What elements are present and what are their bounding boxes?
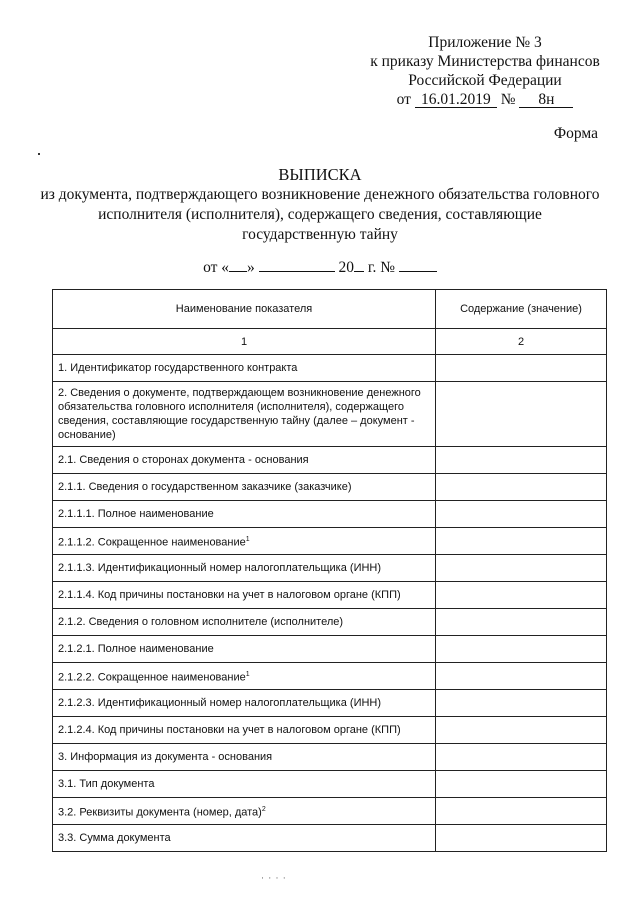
day-blank [229, 258, 247, 272]
indicator-value-cell[interactable] [436, 501, 607, 528]
year-prefix: 20 [338, 259, 355, 276]
table-row [53, 798, 607, 825]
indicator-label-cell [53, 528, 436, 555]
year-blank [354, 258, 364, 272]
date-from-label: от « [203, 259, 230, 276]
indicator-label-cell [53, 690, 436, 717]
column-number-2: 2 [436, 329, 607, 355]
scan-speck [38, 153, 40, 155]
indicator-label-cell [53, 771, 436, 798]
appendix-title: Приложение № 3 [428, 34, 542, 51]
document-subtitle: из документа, подтверждающего возникновение денежного обязательства головного исполнителя (исполнителя), содержащего сведения, составляющие государственную тайну [40, 186, 600, 243]
indicator-label: 2. Сведения о документе, подтверждающем возникновение денежного обязательства головного исполнителя (исполнителя), содержащего сведения, составляющие государственную тайну (далее – документ - основание) [58, 387, 421, 441]
indicator-value-cell[interactable] [436, 528, 607, 555]
indicator-label: 2.1.1. Сведения о государственном заказчике (заказчике) [58, 481, 352, 493]
indicator-label: 2.1.2.2. Сокращенное наименование [58, 671, 246, 684]
form-label: Форма [553, 125, 598, 142]
indicator-value-cell[interactable] [436, 717, 607, 744]
document-title: ВЫПИСКА [278, 165, 362, 184]
indicator-value-cell[interactable] [436, 382, 607, 447]
indicator-label-cell [53, 609, 436, 636]
table-row [53, 474, 607, 501]
appendix-number-label: № [500, 91, 516, 108]
table-row [53, 609, 607, 636]
appendix-date-line [340, 90, 630, 109]
table-row [53, 355, 607, 382]
indicator-label-cell [53, 474, 436, 501]
table-row [53, 663, 607, 690]
indicator-value-cell[interactable] [436, 744, 607, 771]
indicator-label-cell [53, 663, 436, 690]
footnote-ref: 1 [245, 535, 250, 543]
appendix-block [340, 33, 630, 109]
scan-artifact: · · · · [261, 873, 287, 883]
indicator-label-cell [53, 582, 436, 609]
header-content-value: Содержание (значение) [436, 290, 607, 329]
indicator-value-cell[interactable] [436, 609, 607, 636]
table-row [53, 771, 607, 798]
table-row [53, 717, 607, 744]
indicator-label-cell [53, 382, 436, 447]
appendix-from-label: от [396, 91, 411, 108]
indicator-label-cell [53, 355, 436, 382]
indicator-value-cell[interactable] [436, 771, 607, 798]
indicator-value-cell[interactable] [436, 447, 607, 474]
indicator-label: 3.2. Реквизиты документа (номер, дата) [58, 806, 262, 819]
indicator-label-cell [53, 744, 436, 771]
footnote-ref: 1 [245, 670, 250, 678]
indicator-label: 2.1.2.4. Код причины постановки на учет в налоговом органе (КПП) [58, 724, 401, 736]
number-blank [399, 258, 437, 272]
indicator-label-cell [53, 501, 436, 528]
indicator-value-cell[interactable] [436, 555, 607, 582]
date-close-quote: » [247, 259, 255, 276]
table-row [53, 382, 607, 447]
table-row [53, 447, 607, 474]
indicator-label: 2.1.1.3. Идентификационный номер налогоплательщика (ИНН) [58, 562, 382, 574]
table-row [53, 528, 607, 555]
table-row [53, 555, 607, 582]
indicator-label-cell [53, 798, 436, 825]
indicator-value-cell[interactable] [436, 636, 607, 663]
indicator-label: 2.1.1.1. Полное наименование [58, 508, 214, 520]
indicator-label: 2.1. Сведения о сторонах документа - основания [58, 454, 309, 466]
appendix-order-line: к приказу Министерства финансов [370, 53, 600, 70]
indicator-label: 3.1. Тип документа [58, 778, 155, 790]
header-indicator-name: Наименование показателя [53, 290, 436, 329]
indicator-label-cell [53, 555, 436, 582]
indicator-label: 2.1.2.1. Полное наименование [58, 643, 214, 655]
month-blank [259, 258, 335, 272]
indicator-value-cell[interactable] [436, 690, 607, 717]
indicator-label: 2.1.2.3. Идентификационный номер налогоплательщика (ИНН) [58, 697, 382, 709]
table-row [53, 690, 607, 717]
table-row [53, 501, 607, 528]
table-row [53, 636, 607, 663]
indicators-table [52, 289, 607, 852]
table-header-row [53, 290, 607, 329]
statement-date-line [0, 258, 640, 277]
indicator-label-cell [53, 717, 436, 744]
indicator-label: 2.1.1.2. Сокращенное наименование [58, 536, 246, 549]
footnote-ref: 2 [261, 805, 266, 813]
column-number-1: 1 [53, 329, 436, 355]
table-row [53, 825, 607, 852]
appendix-ministry-line: Российской Федерации [408, 72, 562, 89]
indicator-value-cell[interactable] [436, 663, 607, 690]
appendix-number: 8н [519, 92, 573, 108]
indicator-label: 3.3. Сумма документа [58, 832, 171, 844]
number-label: г. № [367, 259, 396, 276]
indicator-label-cell [53, 825, 436, 852]
table-column-number-row [53, 329, 607, 355]
table-row [53, 744, 607, 771]
indicator-label-cell [53, 447, 436, 474]
indicator-value-cell[interactable] [436, 825, 607, 852]
appendix-date: 16.01.2019 [415, 92, 497, 108]
indicator-value-cell[interactable] [436, 798, 607, 825]
indicator-label: 1. Идентификатор государственного контракта [58, 362, 298, 374]
indicator-value-cell[interactable] [436, 355, 607, 382]
indicator-label: 2.1.2. Сведения о головном исполнителе (исполнителе) [58, 616, 344, 628]
indicator-value-cell[interactable] [436, 474, 607, 501]
indicator-value-cell[interactable] [436, 582, 607, 609]
table-row [53, 582, 607, 609]
indicator-label: 2.1.1.4. Код причины постановки на учет в налоговом органе (КПП) [58, 589, 401, 601]
indicator-label-cell [53, 636, 436, 663]
indicator-label: 3. Информация из документа - основания [58, 751, 273, 763]
